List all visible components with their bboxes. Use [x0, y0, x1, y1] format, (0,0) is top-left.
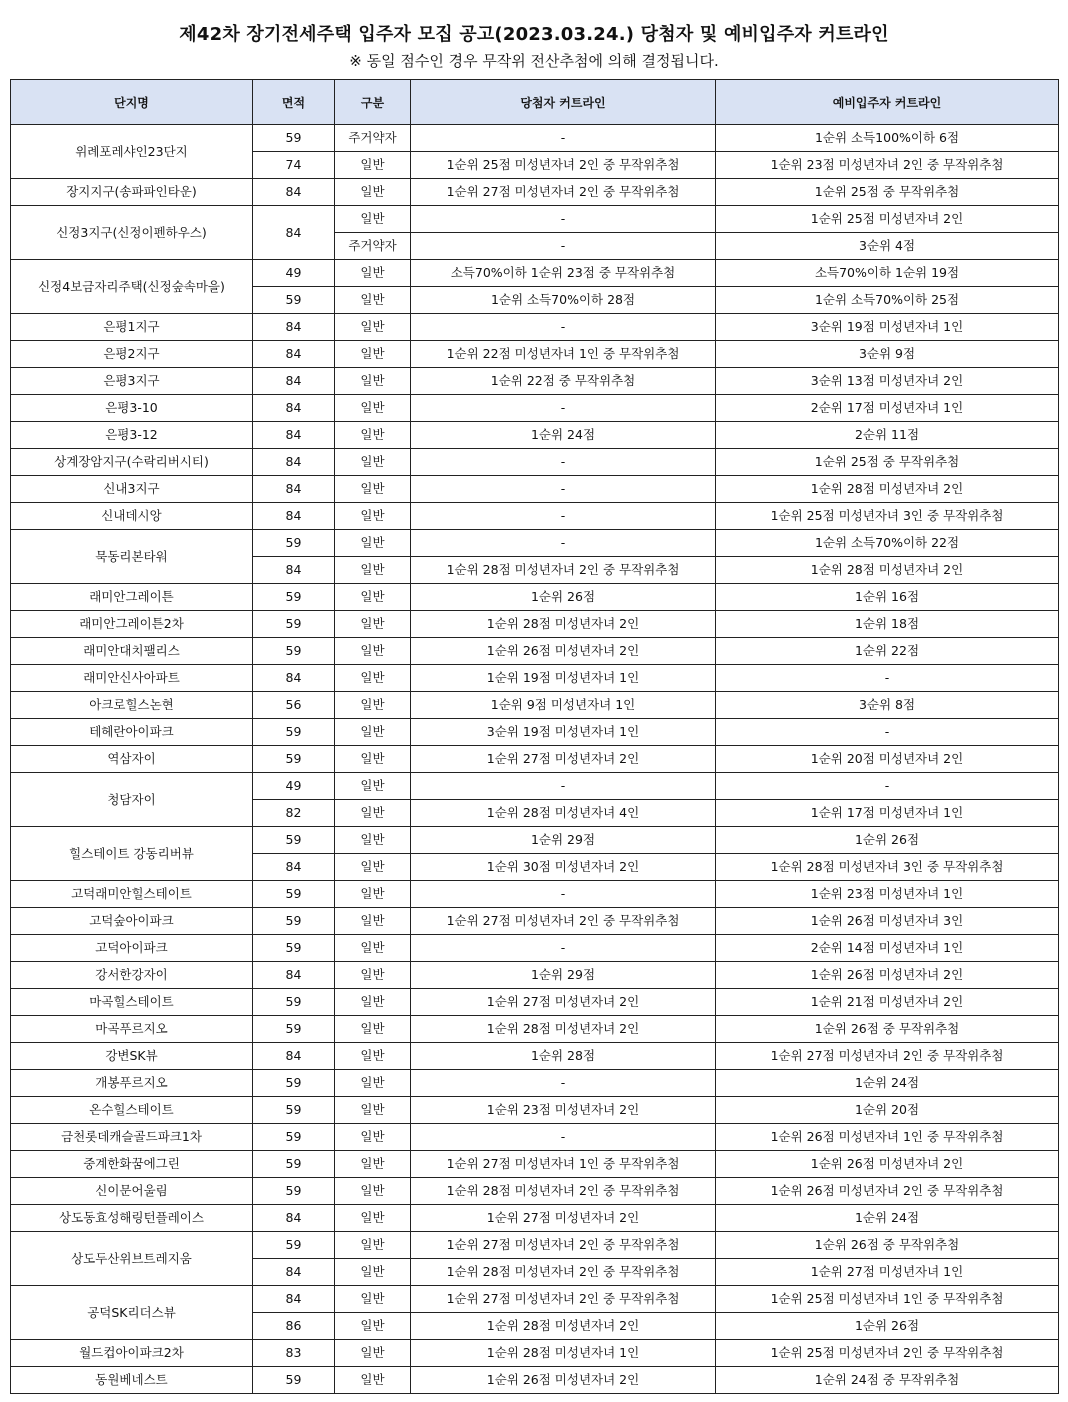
complex-name-cell: 은평3-10 [11, 395, 253, 422]
table-row [11, 1178, 1059, 1205]
table-row [11, 935, 1059, 962]
table-row [11, 260, 1059, 287]
table-row [11, 719, 1059, 746]
complex-name-cell: 신정3지구(신정이펜하우스) [11, 206, 253, 260]
category-cell: 일반 [335, 1367, 411, 1394]
area-cell: 84 [253, 557, 335, 584]
table-row [11, 1367, 1059, 1394]
area-cell: 59 [253, 1124, 335, 1151]
winner-cutline-cell: - [411, 1070, 716, 1097]
winner-cutline-cell: 1순위 28점 미성년자녀 2인 [411, 611, 716, 638]
category-cell: 일반 [335, 287, 411, 314]
waitlist-cutline-cell: 1순위 26점 [716, 1313, 1059, 1340]
area-cell: 59 [253, 1070, 335, 1097]
category-cell: 일반 [335, 341, 411, 368]
waitlist-cutline-cell: - [716, 665, 1059, 692]
winner-cutline-cell: 1순위 27점 미성년자녀 2인 중 무작위추첨 [411, 179, 716, 206]
table-row [11, 611, 1059, 638]
complex-name-cell: 온수힐스테이트 [11, 1097, 253, 1124]
waitlist-cutline-cell: 1순위 26점 미성년자녀 1인 중 무작위추첨 [716, 1124, 1059, 1151]
waitlist-cutline-cell: 1순위 25점 미성년자녀 2인 [716, 206, 1059, 233]
table-row [11, 746, 1059, 773]
header-waitlist-cutline: 예비입주자 커트라인 [716, 80, 1059, 125]
table-row [11, 638, 1059, 665]
area-cell: 59 [253, 1232, 335, 1259]
complex-name-cell: 고덕래미안힐스테이트 [11, 881, 253, 908]
category-cell: 일반 [335, 908, 411, 935]
waitlist-cutline-cell: 1순위 17점 미성년자녀 1인 [716, 800, 1059, 827]
waitlist-cutline-cell: 1순위 26점 [716, 827, 1059, 854]
category-cell: 일반 [335, 314, 411, 341]
cutline-table [10, 79, 1059, 1394]
page-subtitle: ※ 동일 점수인 경우 무작위 전산추첨에 의해 결정됩니다. [349, 52, 719, 70]
winner-cutline-cell: 1순위 27점 미성년자녀 1인 중 무작위추첨 [411, 1151, 716, 1178]
category-cell: 일반 [335, 260, 411, 287]
waitlist-cutline-cell: - [716, 773, 1059, 800]
area-cell: 84 [253, 476, 335, 503]
complex-name-cell: 역삼자이 [11, 746, 253, 773]
complex-name-cell: 래미안신사아파트 [11, 665, 253, 692]
category-cell: 주거약자 [335, 125, 411, 152]
waitlist-cutline-cell: 3순위 9점 [716, 341, 1059, 368]
table-row [11, 584, 1059, 611]
complex-name-cell: 아크로힐스논현 [11, 692, 253, 719]
winner-cutline-cell: 1순위 27점 미성년자녀 2인 [411, 989, 716, 1016]
waitlist-cutline-cell: 1순위 25점 중 무작위추첨 [716, 179, 1059, 206]
waitlist-cutline-cell: 1순위 23점 미성년자녀 2인 중 무작위추첨 [716, 152, 1059, 179]
area-cell: 59 [253, 611, 335, 638]
waitlist-cutline-cell: 3순위 4점 [716, 233, 1059, 260]
winner-cutline-cell: 1순위 28점 미성년자녀 2인 중 무작위추첨 [411, 1259, 716, 1286]
category-cell: 일반 [335, 1178, 411, 1205]
complex-name-cell: 은평2지구 [11, 341, 253, 368]
category-cell: 일반 [335, 827, 411, 854]
header-winner-cutline: 당첨자 커트라인 [411, 80, 716, 125]
winner-cutline-cell: 1순위 22점 중 무작위추첨 [411, 368, 716, 395]
category-cell: 일반 [335, 152, 411, 179]
category-cell: 일반 [335, 773, 411, 800]
area-cell: 59 [253, 1151, 335, 1178]
category-cell: 일반 [335, 584, 411, 611]
table-row [11, 422, 1059, 449]
winner-cutline-cell: - [411, 449, 716, 476]
category-cell: 일반 [335, 638, 411, 665]
table-row [11, 692, 1059, 719]
waitlist-cutline-cell: 1순위 24점 중 무작위추첨 [716, 1367, 1059, 1394]
waitlist-cutline-cell: 1순위 21점 미성년자녀 2인 [716, 989, 1059, 1016]
category-cell: 일반 [335, 611, 411, 638]
category-cell: 일반 [335, 1313, 411, 1340]
table-row [11, 881, 1059, 908]
complex-name-cell: 신정4보금자리주택(신정숲속마을) [11, 260, 253, 314]
area-cell: 59 [253, 287, 335, 314]
table-row [11, 773, 1059, 800]
table-row [11, 341, 1059, 368]
area-cell: 84 [253, 341, 335, 368]
complex-name-cell: 은평3-12 [11, 422, 253, 449]
winner-cutline-cell: 1순위 25점 미성년자녀 2인 중 무작위추첨 [411, 152, 716, 179]
area-cell: 84 [253, 1043, 335, 1070]
winner-cutline-cell: - [411, 1124, 716, 1151]
table-row [11, 1124, 1059, 1151]
complex-name-cell: 묵동리본타워 [11, 530, 253, 584]
table-row [11, 179, 1059, 206]
complex-name-cell: 강변SK뷰 [11, 1043, 253, 1070]
winner-cutline-cell: 1순위 26점 미성년자녀 2인 [411, 1367, 716, 1394]
waitlist-cutline-cell: 1순위 28점 미성년자녀 2인 [716, 476, 1059, 503]
waitlist-cutline-cell: 2순위 11점 [716, 422, 1059, 449]
waitlist-cutline-cell: 1순위 23점 미성년자녀 1인 [716, 881, 1059, 908]
complex-name-cell: 힐스테이트 강동리버뷰 [11, 827, 253, 881]
category-cell: 일반 [335, 368, 411, 395]
category-cell: 일반 [335, 530, 411, 557]
winner-cutline-cell: 1순위 소득70%이하 28점 [411, 287, 716, 314]
winner-cutline-cell: 1순위 29점 [411, 962, 716, 989]
table-row [11, 314, 1059, 341]
complex-name-cell: 신내3지구 [11, 476, 253, 503]
category-cell: 일반 [335, 1205, 411, 1232]
waitlist-cutline-cell: 3순위 8점 [716, 692, 1059, 719]
winner-cutline-cell: 1순위 28점 [411, 1043, 716, 1070]
complex-name-cell: 래미안그레이튼 [11, 584, 253, 611]
table-row [11, 503, 1059, 530]
category-cell: 일반 [335, 665, 411, 692]
complex-name-cell: 개봉푸르지오 [11, 1070, 253, 1097]
table-row [11, 1016, 1059, 1043]
winner-cutline-cell: 1순위 27점 미성년자녀 2인 중 무작위추첨 [411, 1232, 716, 1259]
waitlist-cutline-cell: 3순위 19점 미성년자녀 1인 [716, 314, 1059, 341]
complex-name-cell: 중계한화꿈에그린 [11, 1151, 253, 1178]
winner-cutline-cell: 1순위 26점 미성년자녀 2인 [411, 638, 716, 665]
category-cell: 일반 [335, 395, 411, 422]
complex-name-cell: 월드컵아이파크2차 [11, 1340, 253, 1367]
table-row [11, 1043, 1059, 1070]
area-cell: 84 [253, 962, 335, 989]
area-cell: 84 [253, 422, 335, 449]
category-cell: 일반 [335, 1340, 411, 1367]
page-title: 제42차 장기전세주택 입주자 모집 공고(2023.03.24.) 당첨자 및 예비입주자 커트라인 [179, 24, 889, 45]
waitlist-cutline-cell: 1순위 26점 미성년자녀 3인 [716, 908, 1059, 935]
waitlist-cutline-cell: 1순위 26점 미성년자녀 2인 [716, 1151, 1059, 1178]
winner-cutline-cell: - [411, 530, 716, 557]
area-cell: 56 [253, 692, 335, 719]
area-cell: 59 [253, 1016, 335, 1043]
header-area: 면적 [253, 80, 335, 125]
area-cell: 84 [253, 1205, 335, 1232]
area-cell: 59 [253, 1178, 335, 1205]
category-cell: 일반 [335, 1097, 411, 1124]
category-cell: 일반 [335, 1232, 411, 1259]
winner-cutline-cell: 1순위 27점 미성년자녀 2인 중 무작위추첨 [411, 908, 716, 935]
waitlist-cutline-cell: 1순위 24점 [716, 1205, 1059, 1232]
table-row [11, 449, 1059, 476]
area-cell: 59 [253, 1097, 335, 1124]
waitlist-cutline-cell: 1순위 26점 미성년자녀 2인 [716, 962, 1059, 989]
complex-name-cell: 공덕SK리더스뷰 [11, 1286, 253, 1340]
winner-cutline-cell: - [411, 314, 716, 341]
area-cell: 49 [253, 260, 335, 287]
area-cell: 84 [253, 503, 335, 530]
complex-name-cell: 테헤란아이파크 [11, 719, 253, 746]
area-cell: 59 [253, 989, 335, 1016]
waitlist-cutline-cell: 1순위 소득70%이하 22점 [716, 530, 1059, 557]
area-cell: 74 [253, 152, 335, 179]
winner-cutline-cell: - [411, 206, 716, 233]
complex-name-cell: 마곡푸르지오 [11, 1016, 253, 1043]
area-cell: 86 [253, 1313, 335, 1340]
area-cell: 84 [253, 665, 335, 692]
area-cell: 59 [253, 827, 335, 854]
area-cell: 84 [253, 1259, 335, 1286]
table-row [11, 1205, 1059, 1232]
table-row [11, 125, 1059, 152]
complex-name-cell: 장지지구(송파파인타운) [11, 179, 253, 206]
winner-cutline-cell: - [411, 881, 716, 908]
winner-cutline-cell: 1순위 27점 미성년자녀 2인 [411, 746, 716, 773]
winner-cutline-cell: 3순위 19점 미성년자녀 1인 [411, 719, 716, 746]
winner-cutline-cell: - [411, 503, 716, 530]
category-cell: 일반 [335, 476, 411, 503]
waitlist-cutline-cell: 1순위 25점 미성년자녀 3인 중 무작위추첨 [716, 503, 1059, 530]
waitlist-cutline-cell: 1순위 26점 중 무작위추첨 [716, 1232, 1059, 1259]
category-cell: 일반 [335, 719, 411, 746]
table-row [11, 1286, 1059, 1313]
winner-cutline-cell: 1순위 28점 미성년자녀 4인 [411, 800, 716, 827]
area-cell: 59 [253, 125, 335, 152]
waitlist-cutline-cell: 1순위 25점 미성년자녀 1인 중 무작위추첨 [716, 1286, 1059, 1313]
category-cell: 일반 [335, 503, 411, 530]
area-cell: 49 [253, 773, 335, 800]
waitlist-cutline-cell: 1순위 27점 미성년자녀 1인 [716, 1259, 1059, 1286]
category-cell: 일반 [335, 800, 411, 827]
table-row [11, 1151, 1059, 1178]
table-row [11, 962, 1059, 989]
table-row [11, 827, 1059, 854]
area-cell: 59 [253, 935, 335, 962]
complex-name-cell: 신이문어울림 [11, 1178, 253, 1205]
winner-cutline-cell: 1순위 30점 미성년자녀 2인 [411, 854, 716, 881]
waitlist-cutline-cell: 2순위 17점 미성년자녀 1인 [716, 395, 1059, 422]
category-cell: 일반 [335, 1070, 411, 1097]
category-cell: 일반 [335, 989, 411, 1016]
area-cell: 59 [253, 719, 335, 746]
winner-cutline-cell: 1순위 23점 미성년자녀 2인 [411, 1097, 716, 1124]
waitlist-cutline-cell: 1순위 24점 [716, 1070, 1059, 1097]
table-header-row [11, 80, 1059, 125]
table-body [11, 125, 1059, 1394]
waitlist-cutline-cell: 1순위 소득70%이하 25점 [716, 287, 1059, 314]
area-cell: 84 [253, 206, 335, 260]
header-complex-name: 단지명 [11, 80, 253, 125]
area-cell: 84 [253, 368, 335, 395]
winner-cutline-cell: 1순위 27점 미성년자녀 2인 중 무작위추첨 [411, 1286, 716, 1313]
waitlist-cutline-cell: 1순위 26점 중 무작위추첨 [716, 1016, 1059, 1043]
table-row [11, 476, 1059, 503]
complex-name-cell: 래미안그레이튼2차 [11, 611, 253, 638]
winner-cutline-cell: 1순위 28점 미성년자녀 2인 [411, 1313, 716, 1340]
area-cell: 84 [253, 395, 335, 422]
table-row [11, 989, 1059, 1016]
category-cell: 일반 [335, 881, 411, 908]
complex-name-cell: 고덕숲아이파크 [11, 908, 253, 935]
header-category: 구분 [335, 80, 411, 125]
category-cell: 일반 [335, 206, 411, 233]
table-row [11, 1070, 1059, 1097]
waitlist-cutline-cell: 1순위 28점 미성년자녀 3인 중 무작위추첨 [716, 854, 1059, 881]
waitlist-cutline-cell: 1순위 20점 미성년자녀 2인 [716, 746, 1059, 773]
table-row [11, 665, 1059, 692]
winner-cutline-cell: 1순위 24점 [411, 422, 716, 449]
waitlist-cutline-cell: 1순위 20점 [716, 1097, 1059, 1124]
waitlist-cutline-cell: 3순위 13점 미성년자녀 2인 [716, 368, 1059, 395]
winner-cutline-cell: 1순위 28점 미성년자녀 2인 중 무작위추첨 [411, 557, 716, 584]
winner-cutline-cell: 1순위 22점 미성년자녀 1인 중 무작위추첨 [411, 341, 716, 368]
winner-cutline-cell: 1순위 28점 미성년자녀 2인 중 무작위추첨 [411, 1178, 716, 1205]
area-cell: 84 [253, 449, 335, 476]
waitlist-cutline-cell: 1순위 16점 [716, 584, 1059, 611]
complex-name-cell: 상도두산위브트레지움 [11, 1232, 253, 1286]
waitlist-cutline-cell: 2순위 14점 미성년자녀 1인 [716, 935, 1059, 962]
category-cell: 일반 [335, 1259, 411, 1286]
complex-name-cell: 상도동효성해링턴플레이스 [11, 1205, 253, 1232]
table-row [11, 1340, 1059, 1367]
winner-cutline-cell: - [411, 476, 716, 503]
area-cell: 59 [253, 881, 335, 908]
category-cell: 일반 [335, 1286, 411, 1313]
area-cell: 83 [253, 1340, 335, 1367]
waitlist-cutline-cell: 1순위 25점 미성년자녀 2인 중 무작위추첨 [716, 1340, 1059, 1367]
category-cell: 일반 [335, 854, 411, 881]
waitlist-cutline-cell: - [716, 719, 1059, 746]
winner-cutline-cell: 1순위 26점 [411, 584, 716, 611]
complex-name-cell: 위례포레샤인23단지 [11, 125, 253, 179]
winner-cutline-cell: - [411, 395, 716, 422]
area-cell: 59 [253, 638, 335, 665]
winner-cutline-cell: 1순위 27점 미성년자녀 2인 [411, 1205, 716, 1232]
complex-name-cell: 금천롯데캐슬골드파크1차 [11, 1124, 253, 1151]
waitlist-cutline-cell: 1순위 22점 [716, 638, 1059, 665]
category-cell: 일반 [335, 179, 411, 206]
category-cell: 일반 [335, 422, 411, 449]
table-row [11, 530, 1059, 557]
winner-cutline-cell: 1순위 28점 미성년자녀 2인 [411, 1016, 716, 1043]
area-cell: 59 [253, 746, 335, 773]
category-cell: 일반 [335, 935, 411, 962]
category-cell: 일반 [335, 746, 411, 773]
table-row [11, 395, 1059, 422]
waitlist-cutline-cell: 1순위 28점 미성년자녀 2인 [716, 557, 1059, 584]
waitlist-cutline-cell: 1순위 27점 미성년자녀 2인 중 무작위추첨 [716, 1043, 1059, 1070]
area-cell: 82 [253, 800, 335, 827]
category-cell: 주거약자 [335, 233, 411, 260]
area-cell: 84 [253, 314, 335, 341]
category-cell: 일반 [335, 1043, 411, 1070]
category-cell: 일반 [335, 1151, 411, 1178]
waitlist-cutline-cell: 1순위 소득100%이하 6점 [716, 125, 1059, 152]
complex-name-cell: 신내데시앙 [11, 503, 253, 530]
complex-name-cell: 은평3지구 [11, 368, 253, 395]
table-row [11, 368, 1059, 395]
area-cell: 59 [253, 1367, 335, 1394]
complex-name-cell: 상계장암지구(수락리버시티) [11, 449, 253, 476]
winner-cutline-cell: - [411, 233, 716, 260]
area-cell: 59 [253, 908, 335, 935]
category-cell: 일반 [335, 557, 411, 584]
area-cell: 84 [253, 179, 335, 206]
winner-cutline-cell: 1순위 29점 [411, 827, 716, 854]
complex-name-cell: 동원베네스트 [11, 1367, 253, 1394]
area-cell: 84 [253, 854, 335, 881]
waitlist-cutline-cell: 1순위 18점 [716, 611, 1059, 638]
table-row [11, 908, 1059, 935]
winner-cutline-cell: - [411, 125, 716, 152]
category-cell: 일반 [335, 1016, 411, 1043]
category-cell: 일반 [335, 449, 411, 476]
complex-name-cell: 청담자이 [11, 773, 253, 827]
category-cell: 일반 [335, 962, 411, 989]
table-row [11, 1097, 1059, 1124]
category-cell: 일반 [335, 1124, 411, 1151]
area-cell: 84 [253, 1286, 335, 1313]
table-row [11, 1232, 1059, 1259]
winner-cutline-cell: - [411, 935, 716, 962]
winner-cutline-cell: 1순위 28점 미성년자녀 1인 [411, 1340, 716, 1367]
complex-name-cell: 래미안대치팰리스 [11, 638, 253, 665]
complex-name-cell: 은평1지구 [11, 314, 253, 341]
area-cell: 59 [253, 584, 335, 611]
complex-name-cell: 강서한강자이 [11, 962, 253, 989]
complex-name-cell: 고덕아이파크 [11, 935, 253, 962]
winner-cutline-cell: 1순위 9점 미성년자녀 1인 [411, 692, 716, 719]
complex-name-cell: 마곡힐스테이트 [11, 989, 253, 1016]
winner-cutline-cell: 1순위 19점 미성년자녀 1인 [411, 665, 716, 692]
winner-cutline-cell: - [411, 773, 716, 800]
category-cell: 일반 [335, 692, 411, 719]
table-row [11, 206, 1059, 233]
waitlist-cutline-cell: 1순위 26점 미성년자녀 2인 중 무작위추첨 [716, 1178, 1059, 1205]
area-cell: 59 [253, 530, 335, 557]
winner-cutline-cell: 소득70%이하 1순위 23점 중 무작위추첨 [411, 260, 716, 287]
waitlist-cutline-cell: 1순위 25점 중 무작위추첨 [716, 449, 1059, 476]
waitlist-cutline-cell: 소득70%이하 1순위 19점 [716, 260, 1059, 287]
